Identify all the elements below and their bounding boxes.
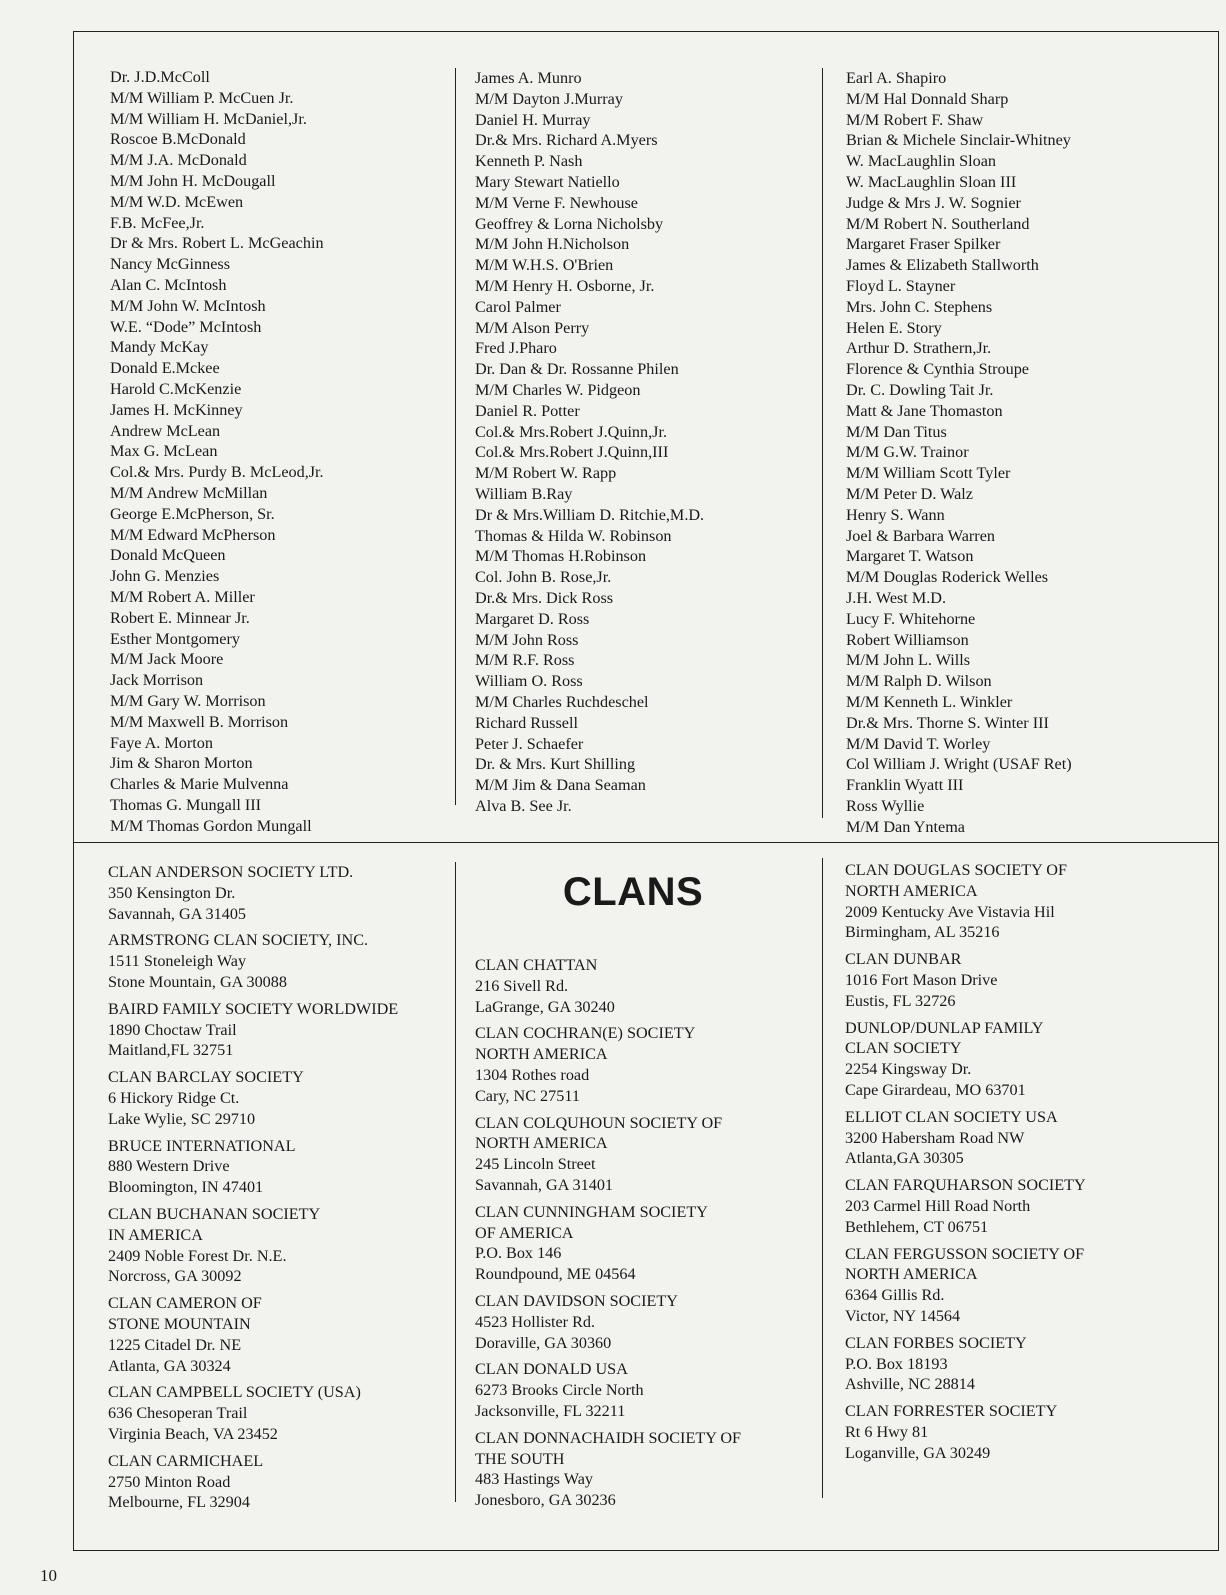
donor-name: Margaret Fraser Spilker [846,235,1001,254]
donor-list-column-2 [475,68,704,817]
donor-name: Charles & Marie Mulvenna [110,775,289,794]
donor-name: M/M William H. McDaniel,Jr. [110,109,307,128]
clan-address-line: Savannah, GA 31405 [108,904,247,923]
clan-name: CLAN CHATTAN [475,956,598,974]
clan-address-line: 6364 Gillis Rd. [845,1286,945,1305]
donor-name: Donald E.Mckee [110,359,220,378]
clan-name: CLAN CARMICHAEL [108,1451,264,1470]
donor-name: M/M John H.Nicholson [475,235,630,254]
clan-entry [108,1136,398,1198]
donor-name: Margaret T. Watson [846,547,974,566]
clan-entry [845,949,1086,1011]
clan-address-line: LaGrange, GA 30240 [475,997,615,1016]
clan-address-line: 1304 Rothes road [475,1065,590,1084]
donor-name: M/M Dan Yntema [846,817,965,836]
clan-entry [845,1401,1086,1463]
donor-name: M/M John H. McDougall [110,171,276,190]
donor-name: M/M R.F. Ross [475,651,575,670]
donor-name: Robert E. Minnear Jr. [110,608,250,627]
clan-address-line: THE SOUTH [475,1449,565,1468]
donor-name: Florence & Cynthia Stroupe [846,360,1029,379]
clan-address-line: CLAN SOCIETY [845,1039,962,1058]
clan-entry [108,862,398,924]
clan-address-line: 483 Hastings Way [475,1470,593,1489]
donor-name: Daniel R. Potter [475,401,580,420]
clan-address-line: NORTH AMERICA [845,1265,978,1284]
clan-entry [475,1023,741,1106]
donor-name: Jack Morrison [110,671,204,690]
donor-name: Earl A. Shapiro [846,69,947,87]
clan-address-line: 203 Carmel Hill Road North [845,1196,1031,1215]
donor-name: William B.Ray [475,484,573,503]
clan-address-line: Birmingham, AL 35216 [845,923,1000,942]
donor-name: Judge & Mrs J. W. Sognier [846,193,1021,212]
donor-name: M/M Charles Ruchdeschel [475,692,649,711]
clans-heading: CLANS [562,870,704,914]
donor-name: M/M Andrew McMillan [110,483,268,502]
clan-address-line: 1511 Stoneleigh Way [108,952,247,971]
clan-address-line: Maitland,FL 32751 [108,1041,234,1060]
clan-address-line: Jacksonville, FL 32211 [475,1401,626,1420]
clan-address-line: Stone Mountain, GA 30088 [108,972,287,991]
donor-name: Esther Montgomery [110,629,240,648]
donor-name: M/M Douglas Roderick Welles [846,568,1049,587]
clan-address-line: 6 Hickory Ridge Ct. [108,1088,240,1107]
clan-address-line: 2409 Noble Forest Dr. N.E. [108,1246,287,1265]
donor-name: Donald McQueen [110,546,226,565]
clan-entry [108,1451,398,1513]
clan-address-line: NORTH AMERICA [475,1134,608,1153]
donor-name: Daniel H. Murray [475,110,591,129]
donor-name: W. MacLaughlin Sloan [846,152,997,171]
donor-name: Alva B. See Jr. [475,796,572,815]
donor-name: M/M W.D. McEwen [110,192,244,211]
clan-address-line: Roundpound, ME 04564 [475,1265,636,1284]
donor-name: M/M Thomas Gordon Mungall [110,816,312,835]
clan-address-line: 216 Sivell Rd. [475,976,569,995]
clan-name: CLAN CUNNINGHAM SOCIETY [475,1202,708,1221]
donor-name: Harold C.McKenzie [110,379,242,398]
clan-name: CLAN FORRESTER SOCIETY [845,1402,1058,1421]
column-divider-top-2 [822,68,823,818]
donor-name: Lucy F. Whitehorne [846,609,976,628]
clan-address-line: 350 Kensington Dr. [108,883,236,902]
donor-name: Col.& Mrs. Purdy B. McLeod,Jr. [110,463,324,482]
donor-name: M/M David T. Worley [846,734,991,753]
donor-name: George E.McPherson, Sr. [110,504,275,523]
donor-name: M/M Ralph D. Wilson [846,672,992,691]
clan-entry [475,955,741,1017]
clan-address-line: Virginia Beach, VA 23452 [108,1424,278,1443]
donor-name: Robert Williamson [846,630,969,649]
donor-name: M/M W.H.S. O'Brien [475,256,614,275]
donor-name: W. MacLaughlin Sloan III [846,172,1017,191]
clan-address-line: 1225 Citadel Dr. NE [108,1335,242,1354]
clan-address-line: 1890 Choctaw Trail [108,1020,237,1039]
donor-name: Brian & Michele Sinclair-Whitney [846,131,1071,150]
clan-address-line: Jonesboro, GA 30236 [475,1491,616,1510]
clan-name: CLAN CAMERON OF [108,1294,262,1313]
donor-name: Col. John B. Rose,Jr. [475,568,612,587]
clan-address-line: OF AMERICA [475,1223,574,1242]
donor-name: Helen E. Story [846,318,942,337]
clan-name: CLAN DONALD USA [475,1360,628,1379]
donor-name: Joel & Barbara Warren [846,526,995,545]
clan-name: CLAN BUCHANAN SOCIETY [108,1204,321,1223]
clan-address-line: Eustis, FL 32726 [845,991,956,1010]
clan-address-line: IN AMERICA [108,1225,203,1244]
donor-name: Mandy McKay [110,338,209,357]
donor-name: Franklin Wyatt III [846,776,964,795]
donor-name: Matt & Jane Thomaston [846,401,1003,420]
donor-name: M/M G.W. Trainor [846,443,969,462]
donor-name: Arthur D. Strathern,Jr. [846,339,992,358]
donor-name: M/M Dayton J.Murray [475,89,623,108]
clan-address-line: 3200 Habersham Road NW [845,1128,1025,1147]
donor-name: M/M Robert N. Southerland [846,214,1030,233]
clan-entry [845,860,1086,943]
clan-name: BAIRD FAMILY SOCIETY WORLDWIDE [108,999,399,1018]
clan-address-line: 2009 Kentucky Ave Vistavia Hil [845,902,1055,921]
clan-address-line: 6273 Brooks Circle North [475,1381,644,1400]
donor-name: Fred J.Pharo [475,339,557,358]
clan-address-line: 880 Western Drive [108,1157,230,1176]
donor-name: M/M William P. McCuen Jr. [110,88,294,107]
donor-name: Carol Palmer [475,297,561,316]
donor-name: Thomas G. Mungall III [110,795,262,814]
donor-name: M/M Peter D. Walz [846,484,973,503]
clan-name: CLAN COCHRAN(E) SOCIETY [475,1024,696,1043]
clan-address-line: Ashville, NC 28814 [845,1375,975,1394]
donor-name: Henry S. Wann [846,505,945,524]
clan-address-line: Rt 6 Hwy 81 [845,1422,929,1441]
clan-entry [845,1175,1086,1237]
clan-address-line: 2750 Minton Road [108,1472,231,1491]
clan-name: CLAN FARQUHARSON SOCIETY [845,1176,1086,1195]
donor-name: Alan C. McIntosh [110,275,227,294]
donor-name: M/M Jack Moore [110,650,224,669]
clan-entry [845,1018,1086,1101]
clan-list-column-3 [845,860,1086,1470]
donor-name: Thomas & Hilda W. Robinson [475,526,672,545]
donor-name: M/M Gary W. Morrison [110,691,266,710]
donor-name: J.H. West M.D. [846,588,947,607]
donor-name: Ross Wyllie [846,796,925,815]
clan-list-column-1 [108,862,398,1519]
donor-list-column-1 [110,67,324,836]
clan-address-line: 4523 Hollister Rd. [475,1312,596,1331]
section-divider [73,842,1219,843]
clan-entry [845,1244,1086,1327]
donor-name: Jim & Sharon Morton [110,754,253,773]
donor-name: Dr.& Mrs. Richard A.Myers [475,131,658,150]
donor-name: Faye A. Morton [110,733,213,752]
donor-name: James & Elizabeth Stallworth [846,256,1039,275]
clan-address-line: Cape Girardeau, MO 63701 [845,1080,1026,1099]
donor-name: M/M Edward McPherson [110,525,276,544]
clan-entry [475,1428,741,1511]
donor-name: M/M Charles W. Pidgeon [475,380,641,399]
clan-entry [108,1382,398,1444]
clan-entry [845,1107,1086,1169]
clan-name: ELLIOT CLAN SOCIETY USA [845,1107,1058,1126]
clan-entry [475,1291,741,1353]
donor-name: M/M Hal Donnald Sharp [846,89,1009,108]
donor-name: Dr.& Mrs. Dick Ross [475,588,614,607]
clan-address-line: Bloomington, IN 47401 [108,1178,264,1197]
donor-name: M/M J.A. McDonald [110,151,247,170]
clan-address-line: Bethlehem, CT 06751 [845,1217,989,1236]
donor-name: Roscoe B.McDonald [110,130,246,149]
clan-address-line: Loganville, GA 30249 [845,1443,991,1462]
donor-name: Dr. Dan & Dr. Rossanne Philen [475,360,679,379]
donor-name: M/M John Ross [475,630,579,649]
donor-name: M/M Robert W. Rapp [475,464,617,483]
clan-entry [108,1293,398,1376]
clan-address-line: Doraville, GA 30360 [475,1333,612,1352]
clan-name: BRUCE INTERNATIONAL [108,1136,296,1155]
donor-name: Peter J. Schaefer [475,734,584,753]
clan-address-line: 245 Lincoln Street [475,1155,596,1174]
clan-name: CLAN CAMPBELL SOCIETY (USA) [108,1383,361,1402]
donor-name: M/M Maxwell B. Morrison [110,712,289,731]
clan-list-column-2 [475,955,741,1517]
clan-address-line: 2254 Kingsway Dr. [845,1060,972,1079]
clan-entry [475,1359,741,1421]
clan-address-line: Savannah, GA 31401 [475,1175,614,1194]
donor-name: Col William J. Wright (USAF Ret) [846,755,1072,774]
donor-name: M/M John W. McIntosh [110,296,266,315]
donor-name: Dr. C. Dowling Tait Jr. [846,380,994,399]
clan-name: ARMSTRONG CLAN SOCIETY, INC. [108,931,369,950]
donor-name: M/M Dan Titus [846,422,947,441]
donor-name: Mrs. John C. Stephens [846,297,993,316]
clan-name: CLAN BARCLAY SOCIETY [108,1068,304,1087]
donor-name: Floyd L. Stayner [846,276,956,295]
donor-name: Kenneth P. Nash [475,152,583,171]
clan-address-line: STONE MOUNTAIN [108,1314,251,1333]
clan-address-line: Norcross, GA 30092 [108,1267,242,1286]
column-divider-bottom-2 [822,858,823,1498]
clan-address-line: NORTH AMERICA [845,881,978,900]
donor-name: Dr. J.D.McColl [110,68,210,86]
donor-name: M/M Robert F. Shaw [846,110,984,129]
donor-name: Dr. & Mrs. Kurt Shilling [475,755,636,774]
clan-name: DUNLOP/DUNLAP FAMILY [845,1018,1044,1037]
clan-address-line: Lake Wylie, SC 29710 [108,1109,256,1128]
clan-address-line: 1016 Fort Mason Drive [845,970,998,989]
donor-name: Max G. McLean [110,442,218,461]
donor-name: Nancy McGinness [110,255,231,274]
clan-address-line: P.O. Box 146 [475,1244,562,1263]
clan-entry [475,1202,741,1285]
clan-name: CLAN DUNBAR [845,950,962,969]
donor-name: M/M John L. Wills [846,651,971,670]
clan-entry [845,1333,1086,1395]
clan-address-line: NORTH AMERICA [475,1045,608,1064]
donor-name: James A. Munro [475,69,582,87]
donor-name: Col.& Mrs.Robert J.Quinn,III [475,443,669,462]
clan-name: CLAN FERGUSSON SOCIETY OF [845,1244,1085,1263]
donor-name: Dr & Mrs. Robert L. McGeachin [110,234,324,253]
donor-name: M/M Henry H. Osborne, Jr. [475,276,655,295]
clan-name: CLAN FORBES SOCIETY [845,1333,1027,1352]
column-divider-top-1 [455,68,456,805]
donor-name: W.E. “Dode” McIntosh [110,317,262,336]
clan-address-line: Atlanta, GA 30324 [108,1356,231,1375]
clan-address-line: 636 Chesoperan Trail [108,1404,248,1423]
donor-name: Dr.& Mrs. Thorne S. Winter III [846,713,1049,732]
clan-name: CLAN DAVIDSON SOCIETY [475,1291,678,1310]
clan-entry [108,999,398,1061]
donor-name: M/M Kenneth L. Winkler [846,692,1013,711]
clan-name: CLAN COLQUHOUN SOCIETY OF [475,1113,723,1132]
donor-name: M/M Jim & Dana Seaman [475,776,646,795]
donor-name: William O. Ross [475,672,583,691]
clan-name: CLAN DOUGLAS SOCIETY OF [845,861,1067,879]
clan-entry [108,1067,398,1129]
donor-name: M/M Verne F. Newhouse [475,193,638,212]
donor-name: M/M Thomas H.Robinson [475,547,647,566]
donor-name: Andrew McLean [110,421,221,440]
donor-name: M/M William Scott Tyler [846,464,1011,483]
donor-name: Col.& Mrs.Robert J.Quinn,Jr. [475,422,668,441]
donor-name: Geoffrey & Lorna Nicholsby [475,214,664,233]
clan-address-line: Melbourne, FL 32904 [108,1493,250,1512]
clan-address-line: Cary, NC 27511 [475,1086,580,1105]
donor-list-column-3 [846,68,1072,837]
donor-name: F.B. McFee,Jr. [110,213,205,232]
clan-name: CLAN ANDERSON SOCIETY LTD. [108,863,354,881]
clan-address-line: Victor, NY 14564 [845,1306,961,1325]
column-divider-bottom-1 [455,862,456,1502]
clan-entry [108,1204,398,1287]
donor-name: Dr & Mrs.William D. Ritchie,M.D. [475,505,705,524]
donor-name: Margaret D. Ross [475,609,590,628]
donor-name: John G. Menzies [110,567,220,586]
clan-name: CLAN DONNACHAIDH SOCIETY OF [475,1428,742,1447]
clan-entry [108,930,398,992]
donor-name: James H. McKinney [110,400,243,419]
clan-address-line: Atlanta,GA 30305 [845,1149,964,1168]
donor-name: Richard Russell [475,713,578,732]
donor-name: M/M Alson Perry [475,318,590,337]
donor-name: Mary Stewart Natiello [475,172,620,191]
clan-address-line: P.O. Box 18193 [845,1354,948,1373]
donor-name: M/M Robert A. Miller [110,587,255,606]
clan-entry [475,1113,741,1196]
page-number: 10 [40,1566,57,1585]
